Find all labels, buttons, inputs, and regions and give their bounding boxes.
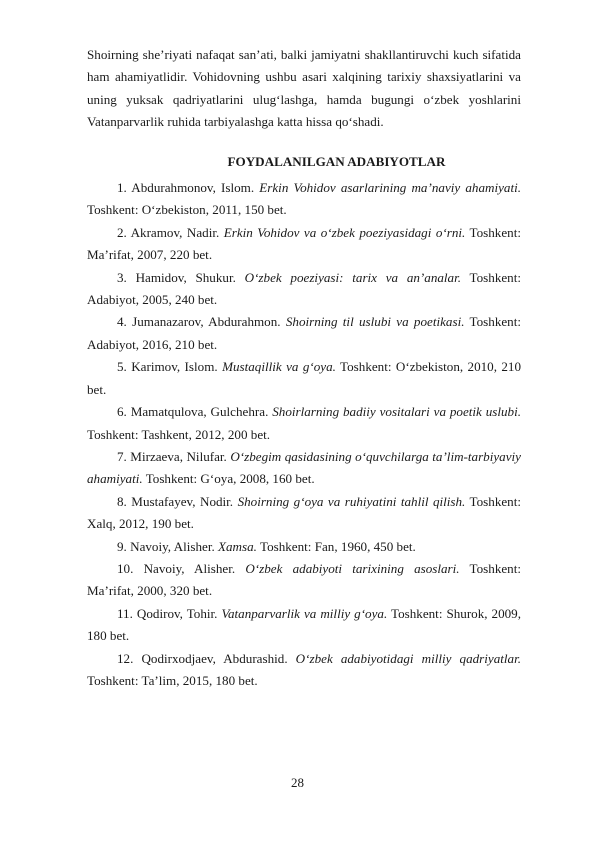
reference-number: 2. bbox=[117, 224, 127, 240]
page-content bbox=[87, 44, 521, 692]
reference-number: 6. bbox=[117, 404, 127, 420]
reference-item bbox=[87, 446, 521, 491]
reference-title: Erkin Vohidov asarlarining ma’naviy ahamiyati. bbox=[259, 180, 521, 196]
reference-item bbox=[87, 491, 521, 536]
reference-number: 8. bbox=[117, 493, 127, 509]
reference-title: Shoirning til uslubi va poetikasi. bbox=[285, 314, 465, 330]
reference-publisher: Toshkent: O‘zbekiston, 2011, 150 bet. bbox=[87, 202, 287, 218]
reference-title: O‘zbegim qasidasining o‘quvchilarga ta’lim-tarbiyaviy ahamiyati. bbox=[87, 448, 521, 487]
reference-item bbox=[87, 603, 521, 648]
reference-publisher: Toshkent: Adabiyot, 2016, 210 bet. bbox=[87, 314, 522, 352]
reference-item bbox=[87, 222, 521, 267]
reference-title: Xamsa. bbox=[218, 538, 257, 554]
page-number: 28 bbox=[291, 775, 304, 790]
reference-author: Hamidov, Shukur. bbox=[135, 269, 236, 285]
reference-number: 11. bbox=[117, 605, 133, 621]
reference-title: O‘zbek poeziyasi: tarix va an’analar. bbox=[244, 269, 462, 285]
reference-publisher: Toshkent: Ma’rifat, 2007, 220 bet. bbox=[87, 224, 521, 263]
reference-author: Akramov, Nadir. bbox=[130, 224, 220, 240]
reference-publisher: Toshkent: Fan, 1960, 450 bet. bbox=[259, 538, 416, 554]
reference-publisher: Toshkent: Tashkent, 2012, 200 bet. bbox=[87, 426, 271, 442]
reference-item bbox=[87, 311, 521, 356]
reference-number: 5. bbox=[117, 359, 127, 375]
reference-publisher: Toshkent: Ma’rifat, 2000, 320 bet. bbox=[87, 560, 522, 599]
reference-number: 10. bbox=[117, 560, 134, 576]
reference-author: Mustafayev, Nodir. bbox=[131, 493, 234, 509]
reference-publisher: Toshkent: Ta’lim, 2015, 180 bet. bbox=[87, 672, 258, 688]
reference-author: Mamatqulova, Gulchehra. bbox=[130, 404, 269, 420]
reference-title: O‘zbek adabiyotidagi milliy qadriyatlar. bbox=[295, 650, 521, 666]
reference-item bbox=[87, 558, 521, 603]
reference-publisher: Toshkent: Xalq, 2012, 190 bet. bbox=[87, 493, 522, 532]
reference-number: 4. bbox=[117, 314, 127, 330]
reference-item bbox=[87, 177, 521, 222]
intro-paragraph: Shoirning she’riyati nafaqat san’ati, balki jamiyatni shakllantiruvchi kuch sifatida ham ahamiyatlidir. Vohidovning ushbu asari xalqining tarixiy shaxsiyatlarini va uning yuksak qadriyatlarini ulug‘lashga, hamda bugungi o‘zbek yoshlarini Vatanparvarlik ruhida tarbiyalashga katta hissa qo‘shadi. bbox=[87, 47, 521, 130]
reference-author: Qodirov, Tohir. bbox=[136, 605, 218, 621]
reference-item bbox=[87, 401, 521, 446]
reference-title: Shoirning g‘oya va ruhiyatini tahlil qilish. bbox=[237, 493, 466, 509]
reference-title: Shoirlarning badiiy vositalari va poetik uslubi. bbox=[272, 404, 521, 420]
reference-author: Mirzaeva, Nilufar. bbox=[130, 448, 227, 464]
reference-title: Erkin Vohidov va o‘zbek poeziyasidagi o‘rni. bbox=[223, 224, 466, 240]
reference-item bbox=[87, 356, 521, 401]
references-heading: FOYDALANILGAN ADABIYOTLAR bbox=[227, 153, 446, 169]
reference-author: Abdurahmonov, Islom. bbox=[131, 180, 255, 196]
reference-item bbox=[87, 536, 521, 558]
reference-publisher: Toshkent: Shurok, 2009, 180 bet. bbox=[87, 605, 521, 644]
reference-publisher: Toshkent: Adabiyot, 2005, 240 bet. bbox=[87, 269, 522, 308]
reference-item bbox=[87, 648, 521, 693]
reference-author: Navoiy, Alisher. bbox=[130, 538, 215, 554]
reference-title: Mustaqillik va g‘oya. bbox=[222, 359, 336, 375]
reference-author: Qodirxodjaev, Abdurashid. bbox=[141, 650, 288, 666]
reference-number: 12. bbox=[117, 650, 134, 666]
reference-title: Vatanparvarlik va milliy g‘oya. bbox=[221, 605, 388, 621]
reference-number: 7. bbox=[117, 448, 127, 464]
reference-author: Jumanazarov, Abdurahmon. bbox=[132, 314, 281, 330]
reference-author: Navoiy, Alisher. bbox=[143, 560, 236, 576]
reference-number: 1. bbox=[117, 180, 127, 196]
reference-publisher: Toshkent: O‘zbekiston, 2010, 210 bet. bbox=[87, 359, 522, 397]
reference-number: 3. bbox=[117, 269, 127, 285]
reference-number: 9. bbox=[117, 538, 127, 554]
reference-item bbox=[87, 267, 521, 312]
references-list bbox=[87, 177, 521, 692]
reference-author: Karimov, Islom. bbox=[131, 359, 218, 375]
reference-title: O‘zbek adabiyoti tarixining asoslari. bbox=[245, 560, 460, 576]
reference-publisher: Toshkent: G‘oya, 2008, 160 bet. bbox=[145, 471, 315, 487]
